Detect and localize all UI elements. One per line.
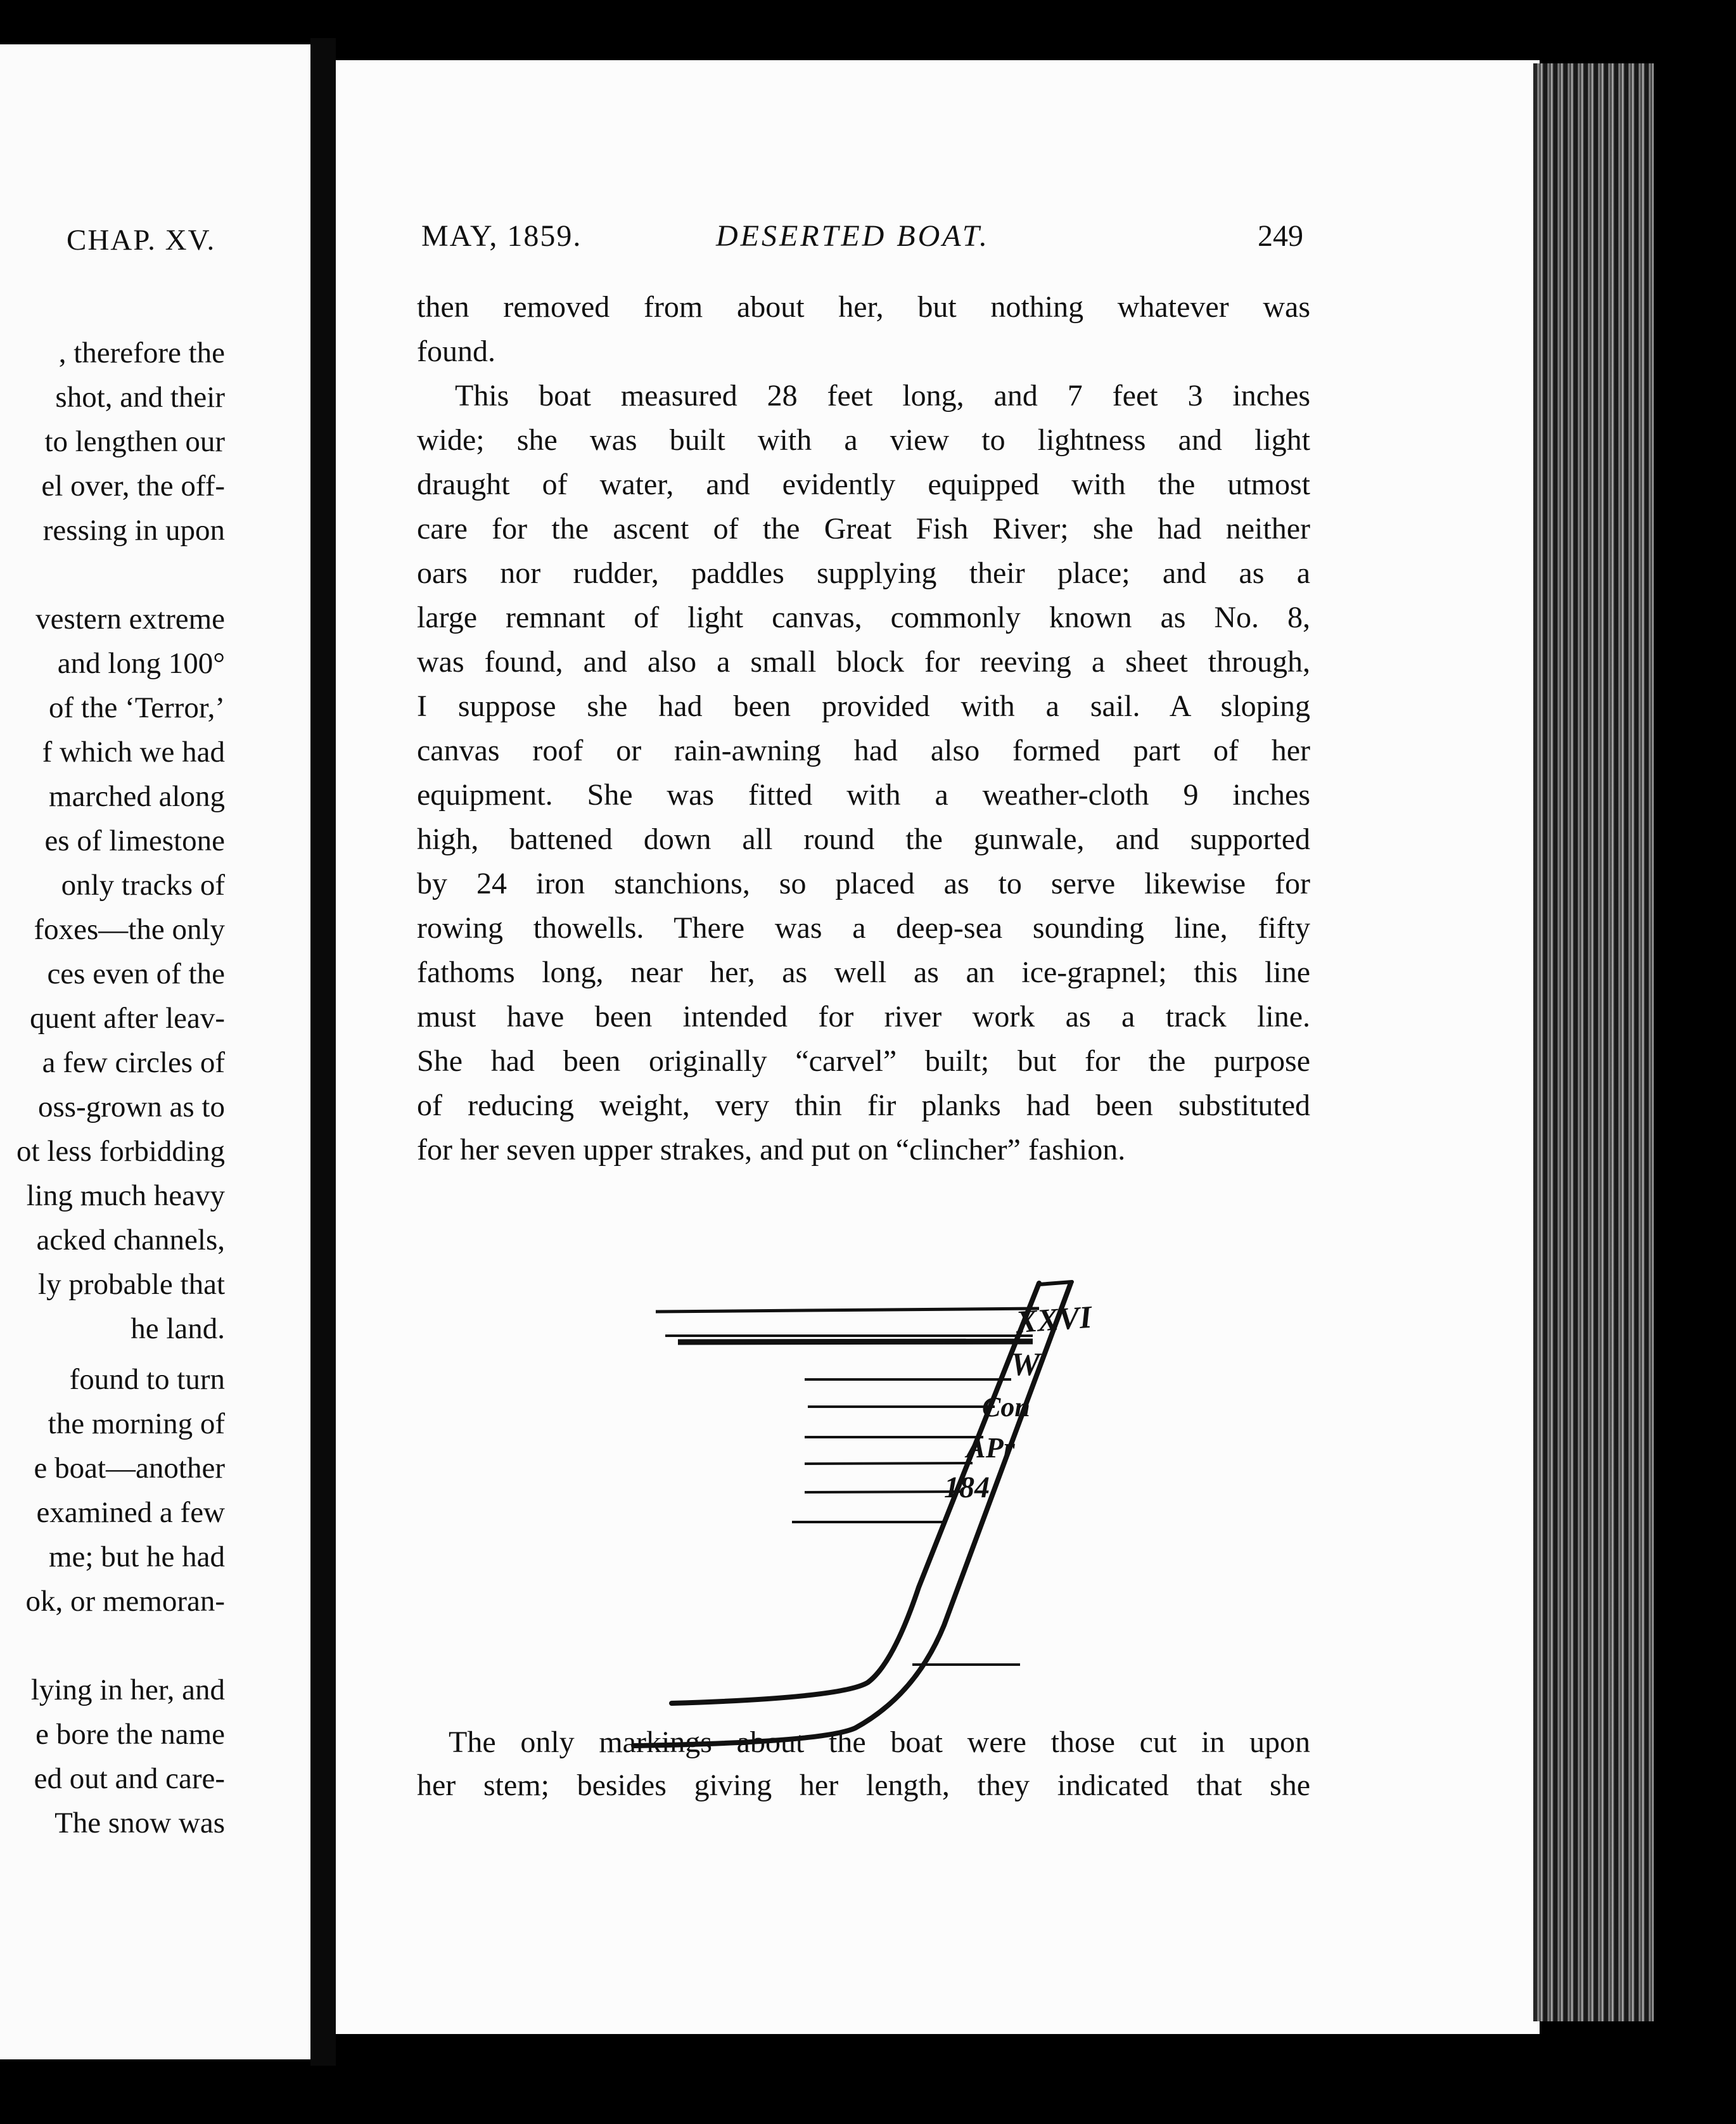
text-line: wide; she was built with a view to lightness and light <box>417 423 1310 457</box>
left-text-line: el over, the off- <box>41 470 225 502</box>
text-line: found. <box>417 335 495 368</box>
left-text-line: , therefore the <box>58 336 225 369</box>
left-text-line: to lengthen our <box>44 425 225 458</box>
stem-mark-4: APr <box>966 1431 1015 1464</box>
text-line: oars nor rudder, paddles supplying their place; and as a <box>417 556 1310 590</box>
left-page-header: CHAP. XV. <box>67 224 216 257</box>
stem-outer-edge <box>634 1283 1071 1746</box>
text-line: large remnant of light canvas, commonly known as No. 8, <box>417 601 1310 634</box>
left-text-line: examined a few <box>36 1496 225 1529</box>
left-text-line: ok, or memoran- <box>25 1585 225 1618</box>
stem-markings <box>944 1299 1094 1504</box>
text-line: The only markings about the boat were those cut in upon <box>449 1725 1310 1759</box>
stem-outline <box>634 1282 1072 1746</box>
text-line: I suppose she had been provided with a sail. A sloping <box>417 689 1310 723</box>
text-line: She had been originally “carvel” built; but for the purpose <box>417 1044 1310 1078</box>
stem-mark-3: Con <box>982 1391 1030 1423</box>
left-text-line: the morning of <box>48 1407 225 1440</box>
stem-mark-5: 184 <box>944 1471 990 1504</box>
text-line: equipment. She was fitted with a weather-cloth 9 inches <box>417 778 1310 812</box>
stem-mark-1: XXVI <box>1014 1298 1093 1340</box>
left-text-line: f which we had <box>42 736 225 769</box>
left-text-line: foxes—the only <box>34 913 225 946</box>
strake-line <box>678 1341 1033 1342</box>
left-text-line: ed out and care- <box>34 1762 225 1795</box>
page-edges <box>1533 63 1654 2021</box>
running-head <box>336 219 1540 263</box>
text-line: must have been intended for river work as a track line. <box>417 1000 1310 1033</box>
left-text-line: e bore the name <box>35 1718 225 1751</box>
left-text-line: he land. <box>131 1312 225 1345</box>
left-text-line: of the ‘Terror,’ <box>49 691 225 724</box>
left-text-line: The snow was <box>54 1807 225 1839</box>
left-text-line: me; but he had <box>48 1540 225 1573</box>
page-number: 249 <box>1258 219 1303 253</box>
left-text-line: ressing in upon <box>42 514 225 547</box>
text-line: care for the ascent of the Great Fish River; she had neither <box>417 512 1310 546</box>
left-text-line: a few circles of <box>42 1046 225 1079</box>
text-line: her stem; besides giving her length, they indicated that she <box>417 1769 1310 1802</box>
left-text-line: ly probable that <box>38 1268 225 1301</box>
left-text-line: and long 100° <box>57 647 225 680</box>
text-line: rowing thowells. There was a deep-sea sounding line, fifty <box>417 911 1310 945</box>
stem-mark-2: W <box>1011 1347 1040 1383</box>
text-line: then removed from about her, but nothing whatever was <box>417 290 1310 324</box>
left-text-line: es of limestone <box>44 824 225 857</box>
left-text-line: ces even of the <box>47 957 225 990</box>
text-line: This boat measured 28 feet long, and 7 feet 3 inches <box>455 379 1310 413</box>
text-line: was found, and also a small block for reeving a sheet through, <box>417 645 1310 679</box>
left-text-line: ling much heavy <box>26 1179 225 1212</box>
left-text-line: ot less forbidding <box>16 1135 225 1168</box>
right-page <box>336 60 1540 2034</box>
strake-line <box>656 1308 1039 1312</box>
left-text-line: oss-grown as to <box>37 1091 225 1123</box>
text-line: of reducing weight, very thin fir planks had been substituted <box>417 1089 1310 1122</box>
text-line: draught of water, and evidently equipped with the utmost <box>417 468 1310 501</box>
left-text-line: found to turn <box>69 1363 225 1396</box>
text-line: for her seven upper strakes, and put on “clincher” fashion. <box>417 1133 1126 1167</box>
left-text-line: marched along <box>49 780 225 813</box>
left-text-line: only tracks of <box>61 869 225 902</box>
left-text-line: e boat—another <box>34 1452 225 1485</box>
boat-stem-figure <box>615 1207 1121 1790</box>
text-line: fathoms long, near her, as well as an ice-grapnel; this line <box>417 956 1310 989</box>
left-text-line: lying in her, and <box>30 1673 225 1706</box>
left-text-line: shot, and their <box>55 381 225 414</box>
left-page <box>0 44 310 2059</box>
running-head-title: DESERTED BOAT. <box>716 219 990 253</box>
running-head-date: MAY, 1859. <box>421 219 582 253</box>
stem-top <box>1039 1282 1072 1284</box>
text-line: by 24 iron stanchions, so placed as to serve likewise for <box>417 867 1310 900</box>
left-text-line: quent after leav- <box>30 1002 225 1035</box>
book-gutter <box>310 38 336 2066</box>
text-line: high, battened down all round the gunwale, and supported <box>417 822 1310 856</box>
left-text-line: acked channels, <box>36 1224 225 1257</box>
left-text-line: vestern extreme <box>35 603 225 636</box>
strake-line <box>805 1463 973 1464</box>
text-line: canvas roof or rain-awning had also formed part of her <box>417 734 1310 767</box>
